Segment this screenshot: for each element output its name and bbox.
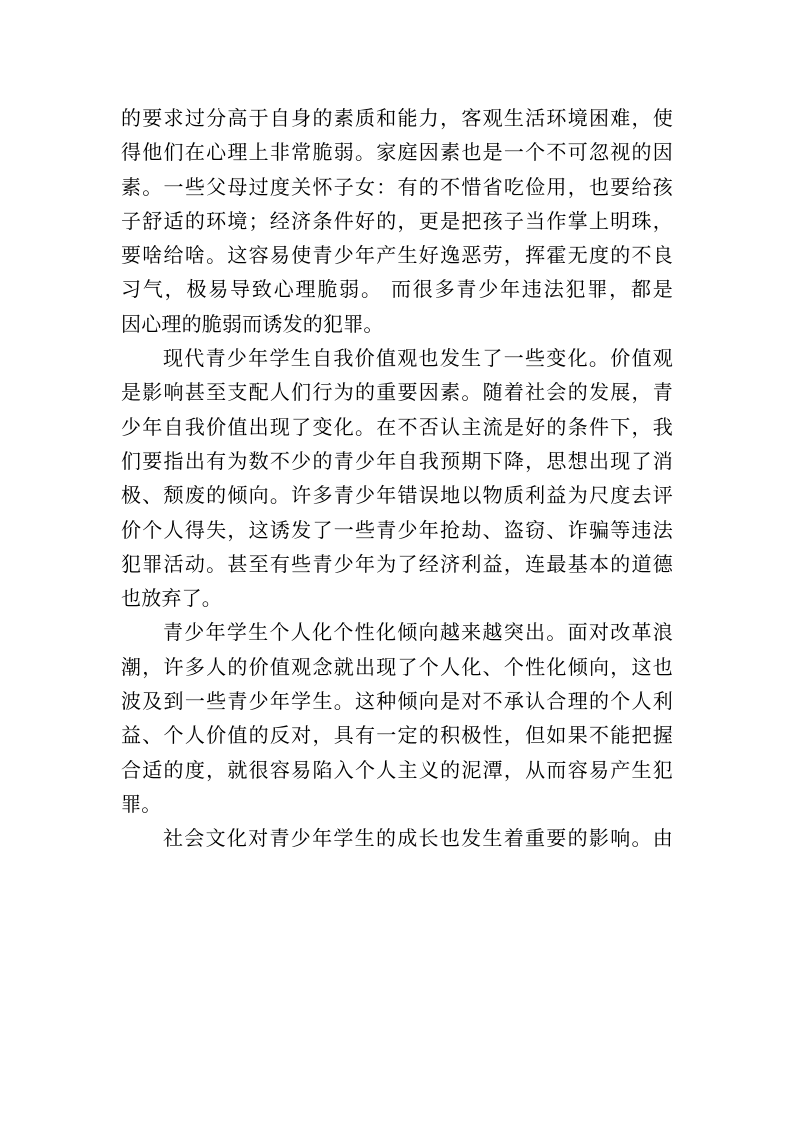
text-line: 犯罪活动。甚至有些青少年为了经济利益，连最基本的道德 <box>121 551 673 576</box>
paragraph-first-line: 社会文化对青少年学生的成长也发生着重要的影响。由 <box>163 826 673 851</box>
text-line: 合适的度，就很容易陷入个人主义的泥潭，从而容易产生犯 <box>121 757 673 782</box>
text-line: 波及到一些青少年学生。这种倾向是对不承认合理的个人利 <box>121 689 673 714</box>
text-line: 价个人得失，这诱发了一些青少年抢劫、盗窃、诈骗等违法 <box>121 517 673 542</box>
text-line: 潮，许多人的价值观念就出现了个人化、个性化倾向，这也 <box>121 654 673 679</box>
text-line: 子舒适的环境；经济条件好的，更是把孩子当作掌上明珠， <box>121 208 673 233</box>
body-text <box>121 101 673 856</box>
text-line: 极、颓废的倾向。许多青少年错误地以物质利益为尺度去评 <box>121 483 673 508</box>
text-line: 素。一些父母过度关怀子女：有的不惜省吃俭用，也要给孩 <box>121 174 673 199</box>
text-line: 益、个人价值的反对，具有一定的积极性，但如果不能把握 <box>121 723 673 748</box>
text-line: 是影响甚至支配人们行为的重要因素。随着社会的发展，青 <box>121 380 673 405</box>
text-line: 少年自我价值出现了变化。在不否认主流是好的条件下，我 <box>121 414 673 439</box>
text-line: 因心理的脆弱而诱发的犯罪。 <box>121 311 384 336</box>
text-line: 要啥给啥。这容易使青少年产生好逸恶劳，挥霍无度的不良 <box>121 243 673 268</box>
paragraph-first-line: 青少年学生个人化个性化倾向越来越突出。面对改革浪 <box>163 620 673 645</box>
text-line: 也放弃了。 <box>121 586 222 611</box>
text-line: 罪。 <box>121 791 162 816</box>
text-line: 们要指出有为数不少的青少年自我预期下降，思想出现了消 <box>121 448 673 473</box>
paragraph-first-line: 现代青少年学生自我价值观也发生了一些变化。价值观 <box>163 346 673 371</box>
text-line: 的要求过分高于自身的素质和能力，客观生活环境困难，使 <box>121 106 673 130</box>
text-line: 得他们在心理上非常脆弱。家庭因素也是一个不可忽视的因 <box>121 140 673 165</box>
text-line: 习气，极易导致心理脆弱。 而很多青少年违法犯罪，都是 <box>121 277 673 302</box>
